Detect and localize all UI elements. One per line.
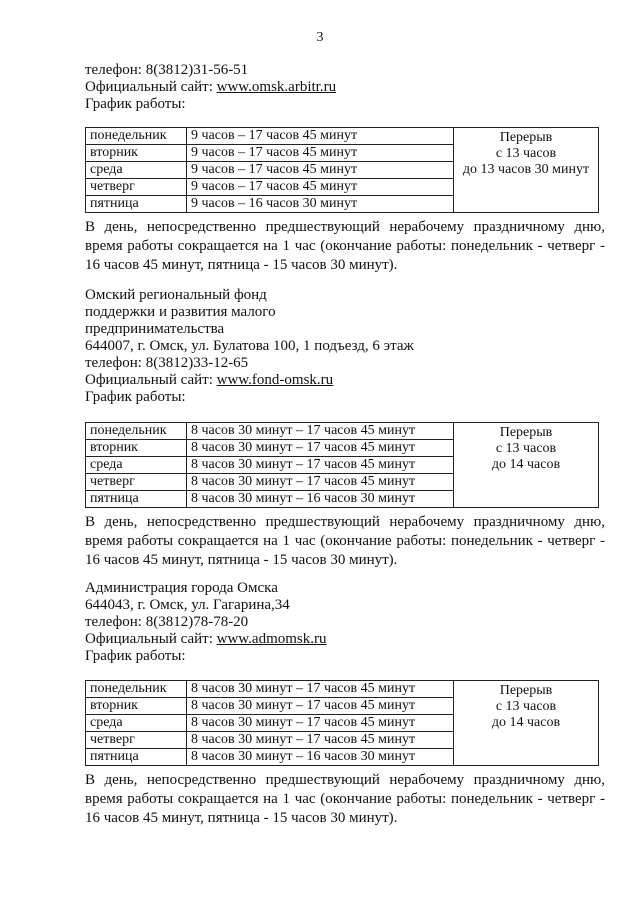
break-line: с 13 часов [495, 441, 557, 456]
schedule-table-1 [85, 127, 599, 213]
org3-phone: телефон: 8(3812)78-78-20 [85, 614, 249, 630]
break-cell [454, 128, 599, 213]
day-cell: среда [86, 162, 187, 179]
day-cell: понедельник [86, 681, 187, 698]
hours-cell: 8 часов 30 минут – 17 часов 45 минут [187, 715, 454, 732]
hours-cell: 8 часов 30 минут – 16 часов 30 минут [187, 491, 454, 508]
org3-site-link[interactable]: www.admomsk.ru [216, 631, 327, 647]
org1-site [85, 79, 605, 96]
org2-name-line2: поддержки и развития малого [85, 304, 276, 320]
org1-schedule-label: График работы: [85, 96, 186, 112]
hours-cell: 9 часов – 17 часов 45 минут [187, 145, 454, 162]
org2-phone: телефон: 8(3812)33-12-65 [85, 355, 249, 371]
hours-cell: 8 часов 30 минут – 16 часов 30 минут [187, 749, 454, 766]
break-line: Перерыв [499, 425, 553, 440]
org1-contacts [85, 62, 605, 113]
hours-cell: 9 часов – 17 часов 45 минут [187, 128, 454, 145]
hours-cell: 8 часов 30 минут – 17 часов 45 минут [187, 732, 454, 749]
day-cell: пятница [86, 749, 187, 766]
note-1: В день, непосредственно предшествующий нерабочему праздничному дню, время работы сокращается на 1 час (окончание работы: понедельник - четверг - 16 часов 45 минут, пятница - 15 часов 30 минут). [85, 219, 605, 273]
break-line: с 13 часов [495, 699, 557, 714]
day-cell: вторник [86, 145, 187, 162]
org2-schedule-label: График работы: [85, 389, 186, 405]
org3-address: 644043, г. Омск, ул. Гагарина,34 [85, 597, 290, 613]
hours-cell: 8 часов 30 минут – 17 часов 45 минут [187, 423, 454, 440]
break-line: Перерыв [499, 683, 553, 698]
schedule-table-2 [85, 422, 599, 508]
org2-address: 644007, г. Омск, ул. Булатова 100, 1 подъезд, 6 этаж [85, 338, 414, 354]
break-line: до 13 часов 30 минут [462, 162, 590, 177]
org1-phone: телефон: 8(3812)31-56-51 [85, 62, 249, 78]
day-cell: понедельник [86, 423, 187, 440]
hours-cell: 9 часов – 17 часов 45 минут [187, 162, 454, 179]
table-row [86, 681, 599, 698]
org1-site-label: Официальный сайт: [85, 79, 217, 95]
org1-site-link[interactable]: www.omsk.arbitr.ru [216, 79, 337, 95]
hours-cell: 9 часов – 17 часов 45 минут [187, 179, 454, 196]
break-line: Перерыв [499, 130, 553, 145]
schedule-table-3 [85, 680, 599, 766]
org3-schedule-label: График работы: [85, 648, 186, 664]
break-cell [454, 423, 599, 508]
org3-contacts [85, 580, 605, 665]
hours-cell: 8 часов 30 минут – 17 часов 45 минут [187, 474, 454, 491]
break-cell [454, 681, 599, 766]
org2-site-link[interactable]: www.fond-omsk.ru [216, 372, 334, 388]
org2-contacts [85, 287, 605, 406]
org2-site [85, 372, 605, 389]
day-cell: пятница [86, 196, 187, 213]
hours-cell: 8 часов 30 минут – 17 часов 45 минут [187, 681, 454, 698]
day-cell: понедельник [86, 128, 187, 145]
day-cell: среда [86, 715, 187, 732]
day-cell: вторник [86, 698, 187, 715]
hours-cell: 8 часов 30 минут – 17 часов 45 минут [187, 457, 454, 474]
day-cell: среда [86, 457, 187, 474]
day-cell: вторник [86, 440, 187, 457]
org3-site [85, 631, 605, 648]
org2-name-line3: предпринимательства [85, 321, 225, 337]
note-2: В день, непосредственно предшествующий нерабочему праздничному дню, время работы сокращается на 1 час (окончание работы: понедельник - четверг - 16 часов 45 минут, пятница - 15 часов 30 минут). [85, 514, 605, 568]
org2-site-label: Официальный сайт: [85, 372, 217, 388]
org3-site-label: Официальный сайт: [85, 631, 217, 647]
table-row [86, 423, 599, 440]
break-line: до 14 часов [491, 457, 561, 472]
hours-cell: 8 часов 30 минут – 17 часов 45 минут [187, 698, 454, 715]
hours-cell: 8 часов 30 минут – 17 часов 45 минут [187, 440, 454, 457]
page-number: 3 [316, 30, 324, 45]
break-line: до 14 часов [491, 715, 561, 730]
org3-name: Администрация города Омска [85, 580, 278, 596]
day-cell: четверг [86, 179, 187, 196]
org2-name-line1: Омский региональный фонд [85, 287, 267, 303]
note-3: В день, непосредственно предшествующий нерабочему праздничному дню, время работы сокращается на 1 час (окончание работы: понедельник - четверг - 16 часов 45 минут, пятница - 15 часов 30 минут). [85, 772, 605, 826]
table-row [86, 128, 599, 145]
hours-cell: 9 часов – 16 часов 30 минут [187, 196, 454, 213]
day-cell: пятница [86, 491, 187, 508]
day-cell: четверг [86, 474, 187, 491]
day-cell: четверг [86, 732, 187, 749]
break-line: с 13 часов [495, 146, 557, 161]
